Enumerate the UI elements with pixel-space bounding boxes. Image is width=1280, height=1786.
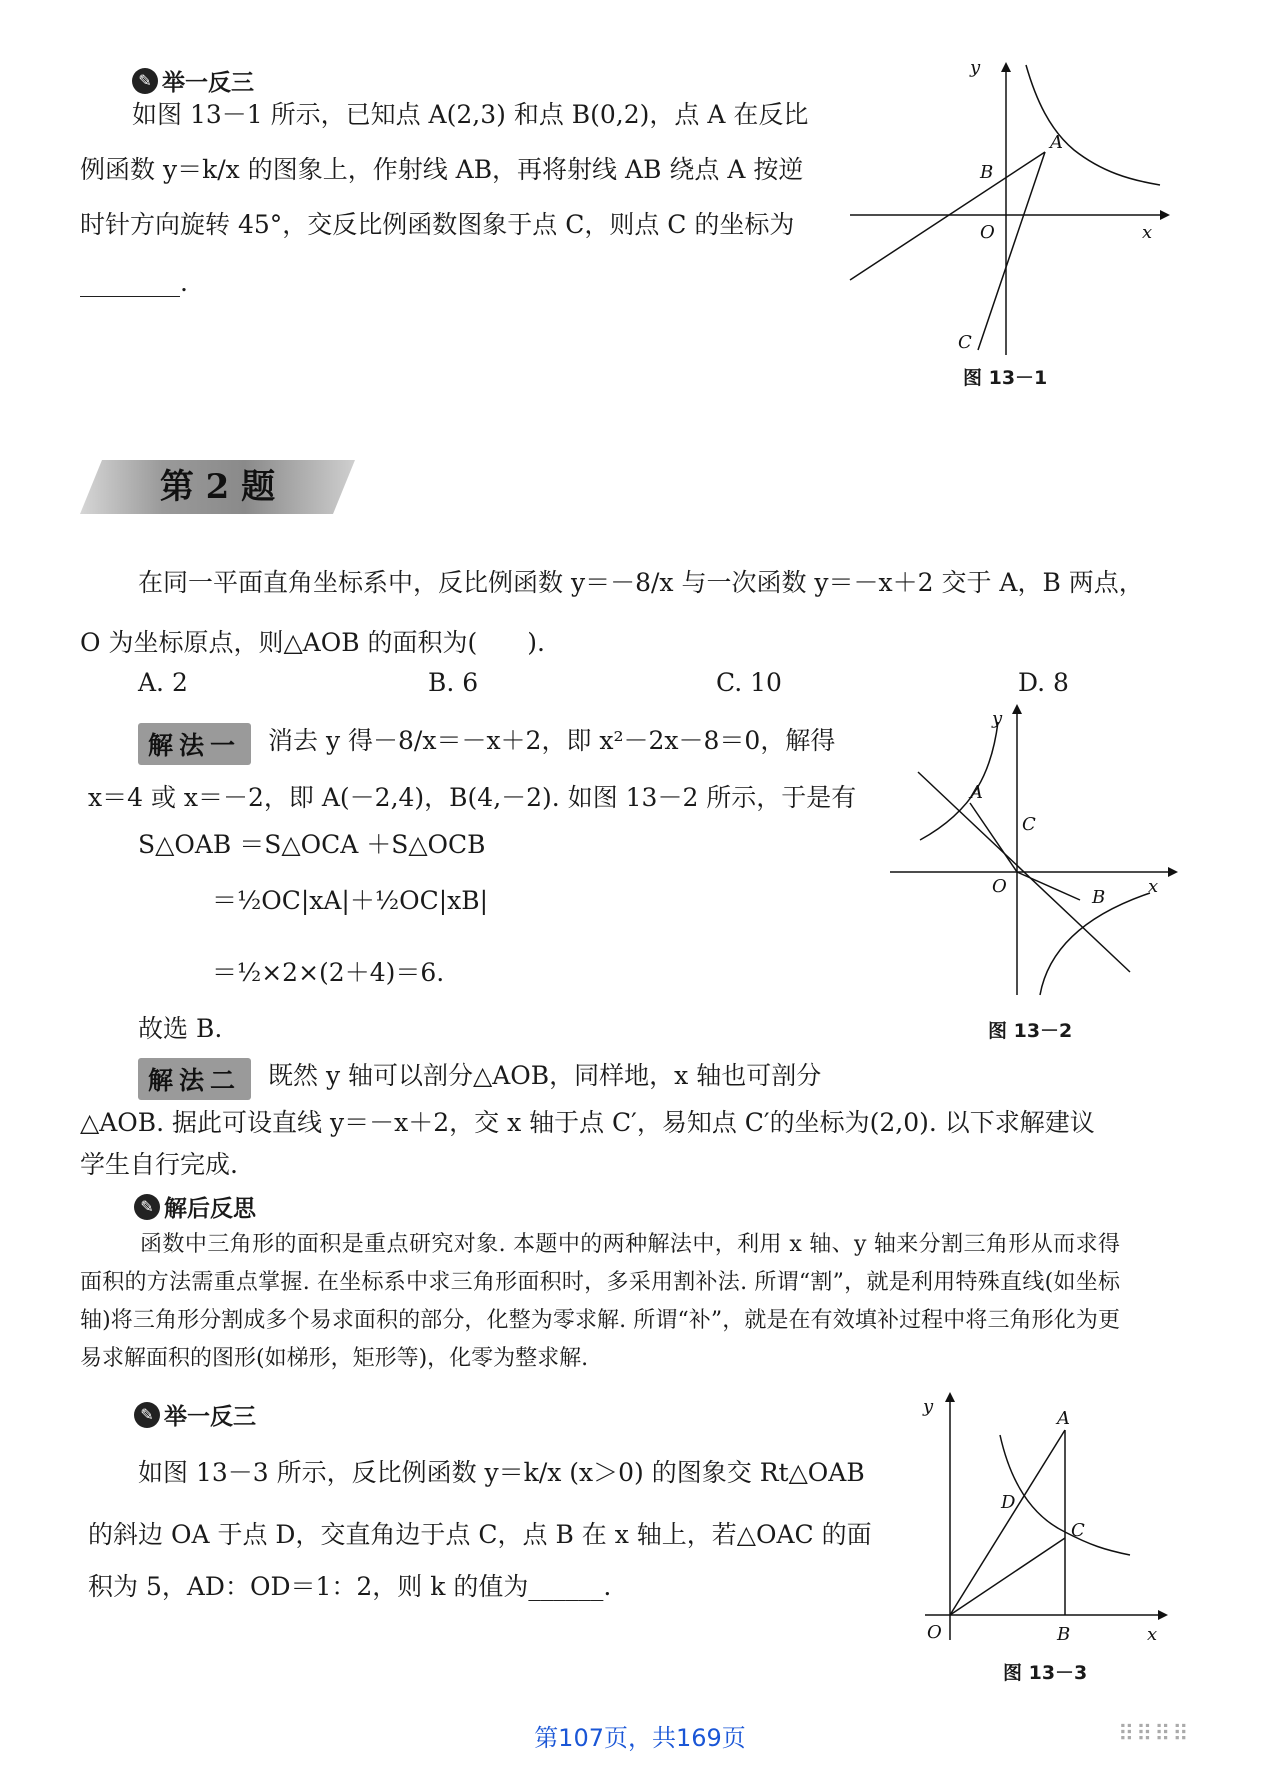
option-d: D. 8 (1018, 668, 1069, 697)
reflection-heading-text: 解后反思 (164, 1196, 256, 1222)
fig3-label-O: O (927, 1622, 942, 1643)
problem2-stem-line-1: 在同一平面直角坐标系中，反比例函数 y＝－8/x 与一次函数 y＝－x＋2 交于 A，B 两点， (138, 568, 1144, 597)
section1-line-3: 时针方向旋转 45°，交反比例函数图象于点 C，则点 C 的坐标为 (80, 210, 795, 239)
fig1-label-x: x (1142, 222, 1153, 243)
solution1-line-5: ＝½×2×(2＋4)＝6. (212, 958, 445, 987)
solution1-line-4: ＝½OC|xA|＋½OC|xB| (212, 886, 489, 915)
solution1-line-3: S△OAB ＝S△OCA ＋S△OCB (138, 830, 486, 859)
fig1-label-B: B (980, 162, 994, 183)
watermark-icon: ⠿⠿⠿⠿ (1118, 1722, 1191, 1747)
figure-13-2-caption: 图 13－2 (988, 1020, 1073, 1042)
fig1-hyperbola (1026, 65, 1160, 185)
section3-heading (134, 1398, 256, 1431)
pencil-icon: ✎ (134, 1194, 160, 1220)
section1-answer-blank: ________. (80, 268, 188, 297)
fig3-x-arrow (1158, 1610, 1168, 1620)
fig1-x-arrow (1160, 210, 1170, 220)
fig3-label-D: D (1001, 1492, 1016, 1513)
fig3-label-B: B (1057, 1624, 1071, 1645)
option-b: B. 6 (428, 668, 479, 697)
fig3-hypotenuse-OA (950, 1430, 1065, 1615)
section1-heading-text: 举一反三 (162, 70, 254, 96)
section3-heading-text: 举一反三 (164, 1404, 256, 1430)
section1-line-1: 如图 13－1 所示，已知点 A(2,3) 和点 B(0,2)，点 A 在反比 (132, 100, 809, 129)
fig3-y-arrow (945, 1392, 955, 1402)
fig2-label-y: y (992, 708, 1003, 729)
solution2-line-2: △AOB. 据此可设直线 y＝－x＋2，交 x 轴于点 C′，易知点 C′的坐标为(2,0). 以下求解建议 (80, 1108, 1095, 1137)
fig1-label-A: A (1050, 132, 1063, 153)
fig2-label-A: A (970, 782, 983, 803)
fig3-label-C: C (1071, 1520, 1085, 1541)
fig3-segment-OC (950, 1538, 1065, 1615)
figure-13-3-caption: 图 13－3 (1003, 1662, 1088, 1684)
fig2-label-O: O (992, 876, 1007, 897)
fig2-segment-OA (970, 803, 1017, 872)
solution1-badge-wrap (138, 723, 251, 765)
fig2-label-C: C (1022, 814, 1036, 835)
fig1-label-C: C (958, 332, 972, 353)
option-c: C. 10 (716, 668, 782, 697)
fig2-y-arrow (1012, 704, 1022, 714)
section1-line-2: 例函数 y＝k/x 的图象上，作射线 AB，再将射线 AB 绕点 A 按逆 (80, 155, 804, 184)
pencil-icon: ✎ (134, 1402, 160, 1428)
fig2-x-arrow (1168, 867, 1178, 877)
section3-line-2: 的斜边 OA 于点 D，交直角边于点 C，点 B 在 x 轴上，若△OAC 的面 (88, 1520, 872, 1549)
figure-13-2 (880, 700, 1180, 1000)
problem2-stem-line-2: O 为坐标原点，则△AOB 的面积为( ). (80, 628, 545, 657)
section1-heading (132, 64, 254, 97)
solution1-line-2: x＝4 或 x＝－2，即 A(－2,4)，B(4,－2). 如图 13－2 所示，于是有 (88, 783, 857, 812)
solution2-line-1: 既然 y 轴可以剖分△AOB，同样地，x 轴也可剖分 (268, 1061, 822, 1090)
figure-13-1-caption: 图 13－1 (963, 367, 1048, 389)
pencil-icon: ✎ (132, 68, 158, 94)
option-a: A. 2 (138, 668, 188, 697)
fig1-label-y: y (970, 60, 981, 78)
section3-line-1: 如图 13－3 所示，反比例函数 y＝k/x (x＞0) 的图象交 Rt△OAB (138, 1458, 865, 1487)
solution1-line-1: 消去 y 得－8/x＝－x＋2，即 x²－2x－8＝0，解得 (268, 726, 836, 755)
problem2-banner: 第 2 题 (159, 467, 276, 507)
fig1-ray-AB (850, 152, 1045, 280)
reflection-paragraph: 函数中三角形的面积是重点研究对象. 本题中的两种解法中，利用 x 轴、y 轴来分割三角形从而求得面积的方法需重点掌握. 在坐标系中求三角形面积时，多采用割补法. 所谓“割”，就是利用特殊直线(如坐标轴)将三角形分割成多个易求面积的部分，化整为零求解. 所谓“补”，就是在有效填补过程中将三角形化为更易求解面积的图形(如梯形，矩形等)，化零为整求解. (80, 1232, 1120, 1371)
figure-13-3 (905, 1390, 1175, 1650)
solution2-badge-wrap (138, 1058, 251, 1100)
fig1-label-O: O (980, 222, 995, 243)
fig2-label-x: x (1148, 876, 1159, 897)
fig2-hyperbola-upper (920, 722, 998, 840)
figure-13-1 (840, 60, 1180, 360)
solution2-line-3: 学生自行完成. (80, 1150, 238, 1179)
fig3-label-y: y (923, 1396, 934, 1417)
section3-line-3: 积为 5，AD：OD＝1：2，则 k 的值为______. (88, 1572, 612, 1601)
reflection-heading (134, 1190, 256, 1223)
solution1-badge: 解法一 (138, 723, 251, 765)
solution1-line-6: 故选 B. (138, 1014, 223, 1043)
fig1-y-arrow (1001, 62, 1011, 72)
fig2-hyperbola-lower (1040, 893, 1150, 995)
fig3-label-x: x (1147, 1624, 1158, 1645)
solution2-badge: 解法二 (138, 1058, 251, 1100)
fig2-label-B: B (1092, 887, 1106, 908)
page-info: 第107页，共169页 (534, 1724, 746, 1752)
fig3-label-A: A (1057, 1408, 1070, 1429)
